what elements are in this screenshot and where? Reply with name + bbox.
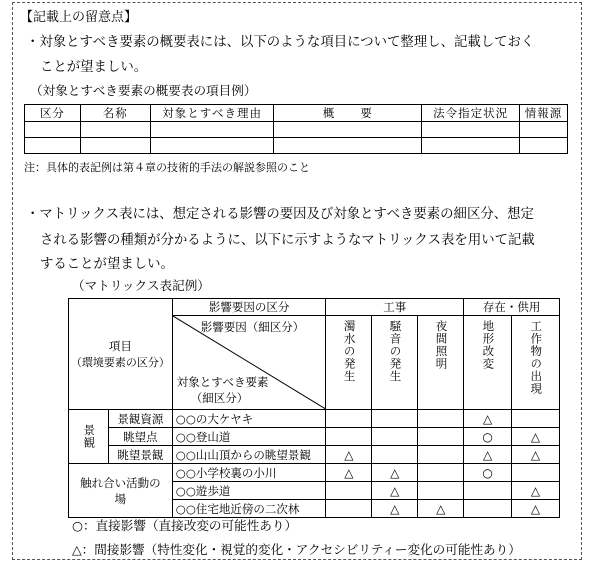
matrix-cell (464, 500, 512, 518)
matrix-cell (372, 410, 418, 428)
matrix-row (69, 428, 560, 446)
matrix-cell (418, 464, 464, 482)
matrix-cell: ○ (464, 464, 512, 482)
row-sub: 眺望景観 (108, 446, 172, 464)
col-head: 地形改変 (481, 320, 496, 370)
summary-table-header-row (25, 105, 568, 122)
summary-col-header: 区分 (25, 105, 81, 122)
bullet2-line1: ・マトリックス表には、想定される影響の要因及び対象とすべき要素の細区分、想定 (26, 207, 534, 222)
group-landscape-cell (69, 410, 109, 464)
col-head: 騒音の発生 (388, 320, 403, 383)
matrix-cell (512, 410, 560, 428)
bullet1-line2: ことが望ましい。 (40, 60, 148, 75)
factor-header: 影響要因の区分 (172, 299, 326, 316)
matrix-cell (326, 482, 372, 500)
matrix-cell (418, 410, 464, 428)
group-landscape-label: 景観 (82, 424, 97, 449)
matrix-cell: △ (512, 500, 560, 518)
matrix-cell: △ (464, 410, 512, 428)
row-element: ○○登山道 (172, 428, 326, 446)
summary-table (24, 104, 568, 154)
table1-caption: （対象とすべき要素の概要表の項目例） (30, 83, 257, 98)
group-existence-header: 存在・供用 (464, 299, 560, 316)
item-label: 項目 (108, 339, 132, 353)
col-head-cell (418, 316, 464, 410)
col-head-cell (464, 316, 512, 410)
bullet2-line2: される影響の種類が分かるように、以下に示すようなマトリックス表を用いて記載 (40, 233, 535, 248)
row-element: ○○山山頂からの眺望景観 (172, 446, 326, 464)
diagonal-bottom-label (177, 374, 269, 406)
matrix-row (69, 446, 560, 464)
diagonal-bottom-line2: （細区分） (190, 391, 249, 405)
summary-table-row (25, 122, 568, 138)
summary-col-header: 情報源 (520, 105, 568, 122)
item-sub-label: （環境要素の区分） (70, 356, 170, 369)
diagonal-bottom-line1: 対象とすべき要素 (176, 375, 269, 389)
summary-col-header: 概 要 (274, 105, 422, 122)
summary-col-header: 法令指定状況 (422, 105, 520, 122)
matrix-cell (464, 482, 512, 500)
group-activity-label: 触れ合い活動の場 (80, 475, 161, 506)
col-head-cell (512, 316, 560, 410)
matrix-cell (326, 428, 372, 446)
matrix-cell: ○ (464, 428, 512, 446)
bullet1-line1: ・対象とすべき要素の概要表には、以下のような項目について整理し、記載しておく (26, 35, 535, 50)
section-heading: 【記載上の留意点】 (20, 10, 138, 25)
row-sub: 景観資源 (108, 410, 172, 428)
summary-col-header: 対象とすべき理由 (150, 105, 274, 122)
group-activity-cell (69, 464, 173, 518)
matrix-cell: △ (512, 446, 560, 464)
matrix-cell: △ (512, 482, 560, 500)
legend-indirect: △：間接影響（特性変化・視覚的変化・アクセシビリティー変化の可能性あり） (72, 542, 521, 557)
row-element: ○○の大ケヤキ (172, 410, 326, 428)
note-text: 注：具体的表記例は第４章の技術的手法の解説参照のこと (24, 161, 310, 174)
col-head-cell (372, 316, 418, 410)
matrix-cell: △ (372, 500, 418, 518)
col-head: 濁水の発生 (342, 320, 357, 383)
row-element: ○○住宅地近傍の二次林 (172, 500, 326, 518)
summary-col-header: 名称 (80, 105, 150, 122)
item-header-cell (69, 299, 173, 410)
summary-table-row (25, 138, 568, 154)
matrix-cell (418, 446, 464, 464)
matrix-row (69, 410, 560, 428)
matrix-cell (418, 428, 464, 446)
group-construction-header: 工事 (326, 299, 464, 316)
table2-caption: （マトリックス表記例） (72, 278, 210, 293)
row-element: ○○遊歩道 (172, 482, 326, 500)
matrix-cell (372, 446, 418, 464)
legend-direct: ○：直接影響（直接改変の可能性あり） (72, 518, 298, 533)
matrix-cell (326, 500, 372, 518)
matrix-cell (326, 410, 372, 428)
matrix-cell: △ (464, 446, 512, 464)
matrix-cell (372, 428, 418, 446)
bullet2-line3: することが望ましい。 (40, 257, 174, 272)
matrix-cell: △ (418, 500, 464, 518)
matrix-cell: △ (372, 482, 418, 500)
matrix-cell: △ (326, 464, 372, 482)
row-element: ○○小学校裏の小川 (172, 464, 326, 482)
matrix-table (68, 298, 560, 518)
col-head: 夜間照明 (434, 320, 449, 370)
matrix-cell: △ (372, 464, 418, 482)
matrix-cell: △ (326, 446, 372, 464)
matrix-row (69, 464, 560, 482)
matrix-cell: △ (512, 428, 560, 446)
col-head-cell (326, 316, 372, 410)
row-sub: 眺望点 (108, 428, 172, 446)
matrix-cell (512, 464, 560, 482)
matrix-header-row-1 (69, 299, 560, 316)
diagonal-header-cell (172, 316, 326, 410)
col-head: 工作物の出現 (529, 320, 544, 395)
matrix-cell (418, 482, 464, 500)
diagonal-top-label: 影響要因（細区分） (200, 320, 305, 334)
